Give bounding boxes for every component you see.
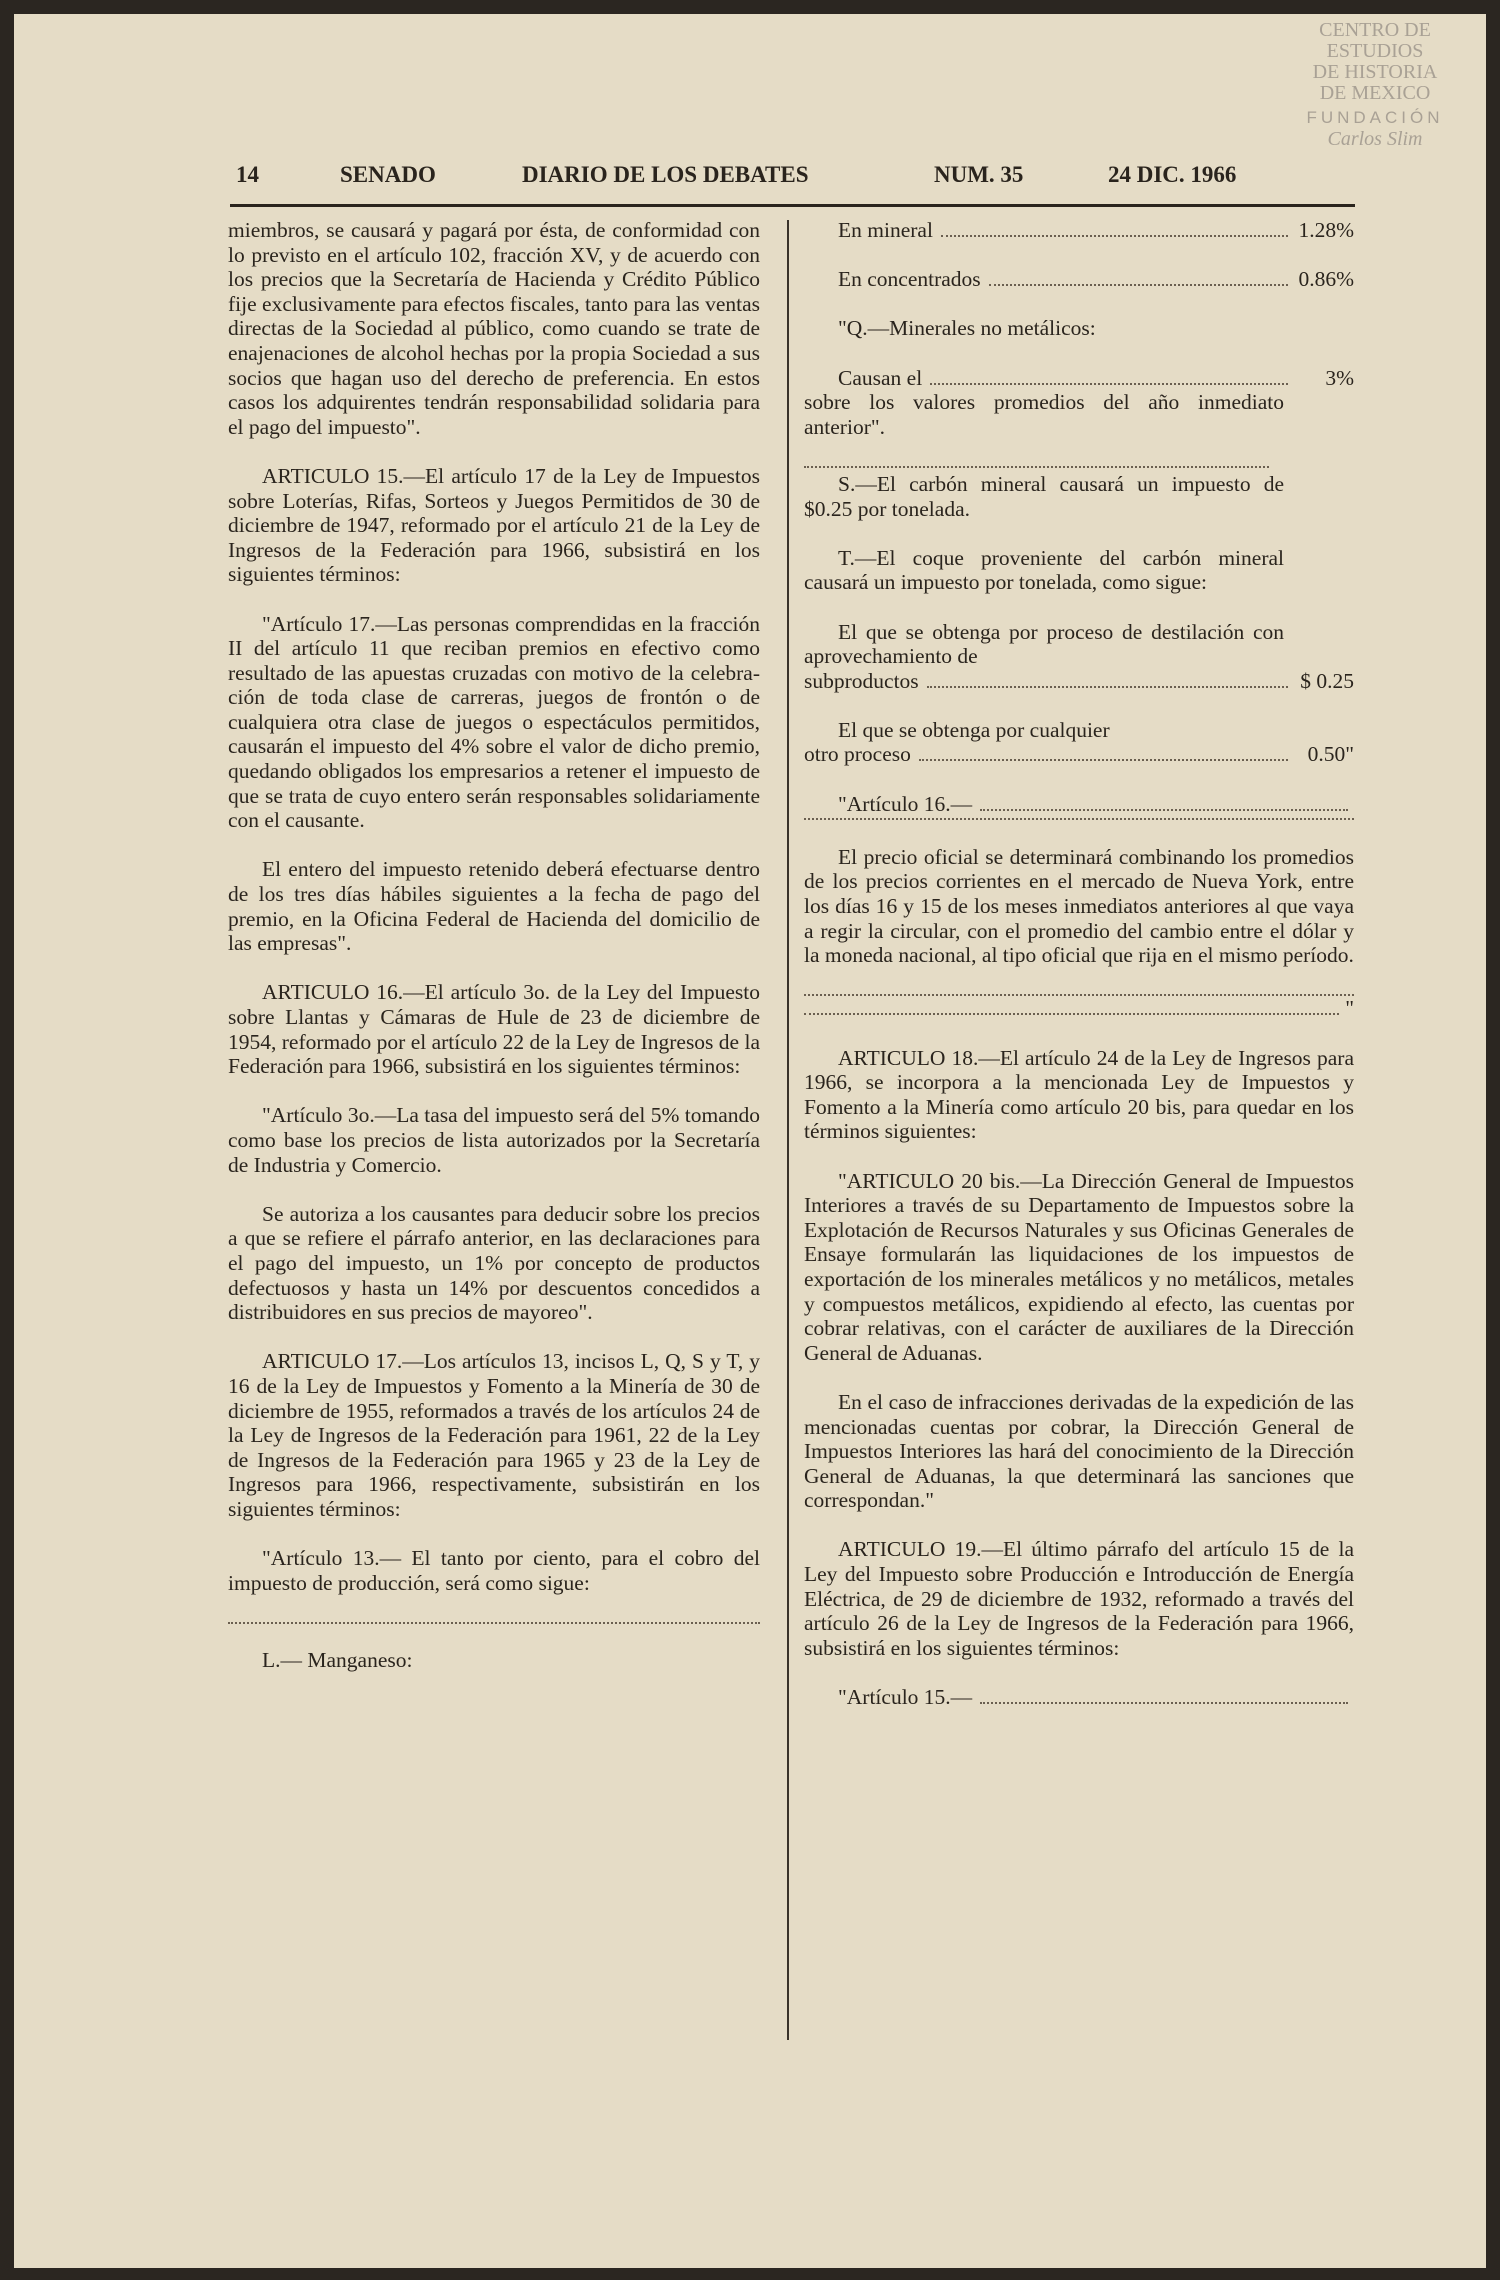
watermark-line: CENTRO DE <box>1319 19 1431 41</box>
header-rule <box>230 204 1355 207</box>
ellipsis-line <box>804 464 1269 468</box>
watermark-line: DE MEXICO <box>1319 82 1431 104</box>
issue-date: 24 DIC. 1966 <box>1108 162 1237 187</box>
rate-row: Causan el 3% <box>838 365 1354 390</box>
paragraph: El entero del impuesto retenido deberá efectuarse dentro de los tres días hábiles siguientes a la fecha de pago del premio, en la Oficina Federal de Hacienda del domicilio de las empresas". <box>228 857 760 956</box>
paragraph: ARTICULO 18.—El artículo 24 de la Ley de Ingresos para 1966, se incorpora a la mencionada Ley de Impuestos y Fomento a la Minería como artículo 20 bis, para quedar en los términos siguientes: <box>804 1045 1354 1144</box>
left-column <box>228 218 760 1698</box>
watermark-line: DE HISTORIA <box>1312 61 1438 83</box>
publication-title: DIARIO DE LOS DEBATES <box>522 162 809 187</box>
paragraph: El precio oficial se determinará combinando los promedios de los precios corrientes en el mercado de Nueva York, entre los días 16 y 15 de los meses inmediatos anteriores al que vaya a regir la circular, con el promedio del cambio entre el dólar y la moneda nacional, al tipo oficial que rija en el mismo período. <box>804 844 1354 968</box>
article-heading: "Artículo 15.— <box>804 1685 1354 1710</box>
chamber: SENADO <box>340 162 436 187</box>
ellipsis-line: " <box>804 996 1354 1021</box>
paragraph: "Q.—Minerales no metálicos: <box>838 316 1096 341</box>
paragraph: El que se obtenga por proceso de destilación con aprovechamiento de <box>804 619 1284 669</box>
paragraph: L.— Manganeso: <box>262 1648 413 1673</box>
paragraph: "Artículo 3o.—La tasa del impuesto será del 5% tomando como base los precios de lista autorizados por la Secretaría de Industria y Comercio. <box>228 1103 760 1177</box>
issue-number: NUM. 35 <box>934 162 1024 187</box>
paragraph: miembros, se causará y pagará por ésta, de conformidad con lo previsto en el artículo 102, fracción XV, y de acuerdo con los precios que la Secretaría de Hacienda y Crédito Público fije exclusivamente para efectos fiscales, tanto para las ventas directas de la Sociedad al público, como cuando se trate de enajenaciones de alcohol hechas por la propia Sociedad a sus socios que hagan uso del derecho de preferencia. En estos casos los adquirentes tendrán responsabilidad solidaria para el pago del impuesto". <box>228 218 760 439</box>
watermark-line: ESTUDIOS <box>1326 40 1424 62</box>
rate-row: En mineral 1.28% <box>838 218 1354 242</box>
paragraph: sobre los valores promedios del año inmediato anterior". <box>804 390 1284 439</box>
paragraph: ARTICULO 17.—Los artículos 13, incisos L, Q, S y T, y 16 de la Ley de Impuestos y Fomento a la Minería de 30 de diciembre de 1955, reformados a través de los artículos 24 de la Ley de Ingresos de la Federación para 1961, 22 de la Ley de Ingresos de la Federación para 1965 y 23 de la Ley de Ingresos para 1966, respectivamente, subsistirán en los siguientes términos: <box>228 1349 760 1521</box>
rate-row: En concentrados 0.86% <box>838 267 1354 292</box>
paragraph: "Artículo 13.— El tanto por ciento, para el cobro del impuesto de producción, será como sigue: <box>228 1546 760 1595</box>
watermark-foundation: FUNDACIÓN <box>1306 108 1444 127</box>
archive-watermark <box>1270 20 1480 150</box>
ellipsis-line <box>228 1620 760 1624</box>
paragraph: El que se obtenga por cualquier <box>838 717 1110 742</box>
paragraph: T.—El coque proveniente del carbón mineral causará un impuesto por tonelada, como sigue: <box>804 545 1284 595</box>
column-divider <box>787 220 789 2040</box>
watermark-signature: Carlos Slim <box>1327 128 1423 150</box>
rate-row: subproductos $ 0.25 <box>804 668 1354 693</box>
right-column <box>804 218 1354 1734</box>
paragraph: ARTICULO 15.—El artículo 17 de la Ley de Impuestos sobre Loterías, Rifas, Sorteos y Juegos Permitidos de 30 de diciembre de 1947, reformado por el artículo 21 de la Ley de Ingresos de la Federación para 1966, subsistirá en los siguientes términos: <box>228 463 760 587</box>
paragraph: ARTICULO 16.—El artículo 3o. de la Ley del Impuesto sobre Llantas y Cámaras de Hule de 23 de diciembre de 1954, reformado por el artículo 22 de la Ley de Ingresos de la Federación para 1966, subsistirá en los siguientes términos: <box>228 980 760 1079</box>
paragraph: "ARTICULO 20 bis.—La Dirección General de Impuestos Interiores a través de su Departamento de Impuestos sobre la Explotación de Recursos Naturales y sus Oficinas Generales de Ensaye formularán las liquidaciones de los impuestos de exportación de los minerales metálicos y no metálicos, metales y compuestos metálicos, expidiendo al efecto, las cuentas por cobrar relativas, con el carácter de auxiliares de la Dirección General de Aduanas. <box>804 1168 1354 1365</box>
paragraph: Se autoriza a los causantes para deducir sobre los precios a que se refiere el párrafo anterior, en las declaraciones para el pago del impuesto, un 1% por concepto de productos defectuosos y hasta un 14% por descuentos concedidos a distribuidores en sus precios de mayoreo". <box>228 1201 760 1325</box>
article-heading: "Artículo 16.— <box>804 792 1354 817</box>
page-number: 14 <box>236 162 259 187</box>
rate-row: otro proceso 0.50" <box>804 742 1354 767</box>
page-header <box>236 162 1356 192</box>
ellipsis-line <box>804 816 1354 820</box>
paragraph: S.—El carbón mineral causará un impuesto de $0.25 por tonelada. <box>804 471 1284 521</box>
paragraph: "Artículo 17.—Las personas comprendidas en la fracción II del artículo 11 que reciban premios en efectivo como resultado de las apuestas cruzadas con motivo de la celebración de toda clase de carreras, juegos de frontón o de cualquiera otra clase de juegos o espectáculos permitidos, causarán el impuesto del 4% sobre el valor de dicho premio, quedando obligados los empresarios a retener el impuesto de que se trata de cuyo entero serán responsables solidariamente con el causante. <box>228 611 760 833</box>
paragraph: ARTICULO 19.—El último párrafo del artículo 15 de la Ley del Impuesto sobre Producción e Introducción de Energía Eléctrica, de 29 de diciembre de 1932, reformado a través del artículo 26 de la Ley de Ingresos de la Federación para 1966, subsistirá en los siguientes términos: <box>804 1537 1354 1660</box>
paragraph: En el caso de infracciones derivadas de la expedición de las mencionadas cuentas por cobrar, la Dirección General de Impuestos Interiores las hará del conocimiento de la Dirección General de Aduanas, la que determinará las sanciones que correspondan." <box>804 1389 1354 1513</box>
